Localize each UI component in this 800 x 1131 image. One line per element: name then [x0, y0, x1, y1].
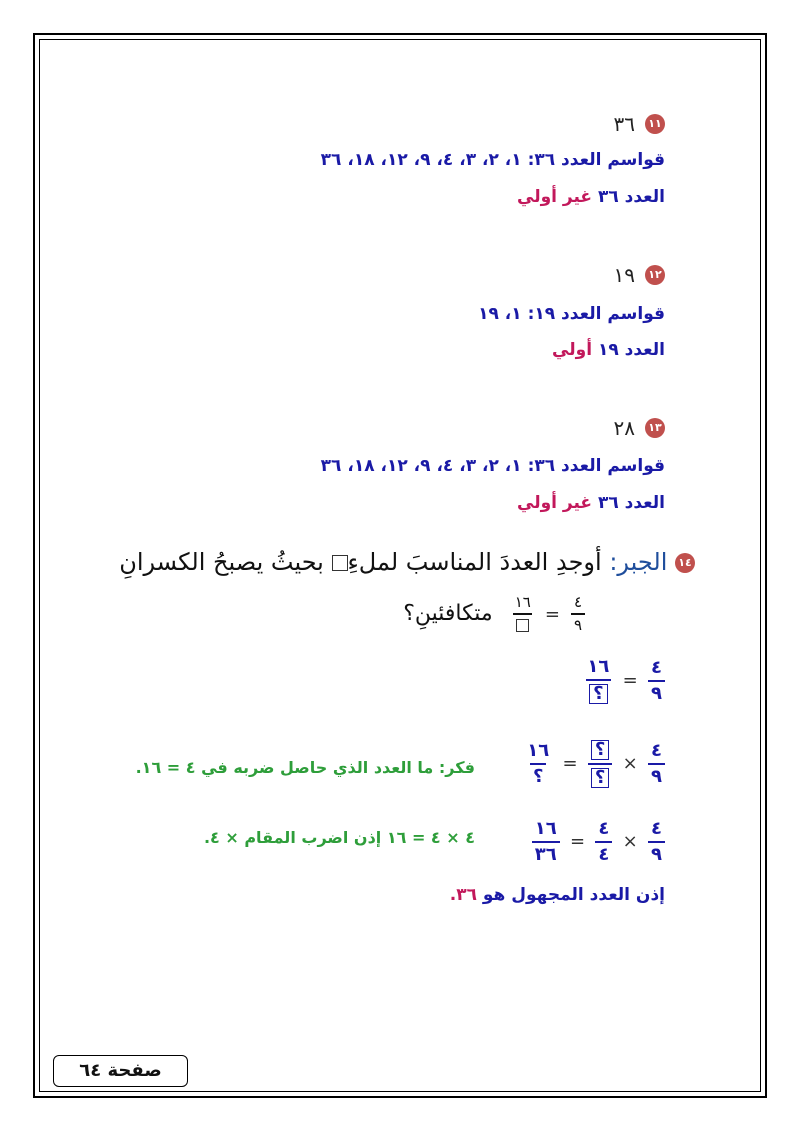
q14-step3-hint: ٤ × ٤ = ١٦ إذن اضرب المقام × ٤. — [203, 828, 475, 847]
q14-badge: ١٤ — [675, 553, 695, 573]
q13-result-prefix: العدد ٣٦ — [597, 493, 665, 513]
step2-frac-r: $\frac{١٦}{؟}$ — [527, 740, 550, 787]
step3-frac-r: $\frac{١٦}{٣٦}$ — [532, 820, 560, 864]
q14-step2: $\frac{٤}{٩}$ × $\frac{؟}{؟}$ = $\frac{١٦}{؟}$ — [524, 740, 665, 788]
q14-conclusion-value: ٣٦. — [449, 885, 477, 905]
q12-result-status: أولي — [552, 340, 593, 360]
q11-factors: قواسم العدد ٣٦: ١، ٢، ٣، ٤، ٩، ١٢، ١٨، ٣٦ — [320, 150, 665, 170]
q13-result — [517, 493, 665, 513]
q14-question-end: متكافئينِ؟ — [403, 601, 493, 626]
q14-step3: $\frac{٤}{٩}$ × $\frac{٤}{٤}$ = $\frac{١٦}{٣٦}$ — [532, 820, 665, 864]
q11-number: ٣٦ — [613, 112, 635, 136]
empty-box-icon — [516, 619, 529, 632]
q12-result-prefix: العدد ١٩ — [597, 340, 665, 360]
q12-number: ١٩ — [613, 263, 635, 287]
q12-header — [614, 263, 665, 287]
q11-result — [517, 187, 665, 207]
q13-factors: قواسم العدد ٣٦: ١، ٢، ٣، ٤، ٩، ١٢، ١٨، ٣٦ — [320, 456, 665, 476]
q14-question-text: أوجدِ العددَ المناسبَ لملءِ — [347, 548, 602, 576]
q11-result-status: غير أولي — [517, 187, 593, 207]
q14-conclusion-prefix: إذن العدد المجهول هو — [482, 885, 665, 905]
q12-badge: ١٢ — [645, 265, 665, 285]
q14-conclusion — [450, 885, 665, 905]
q14-frac-unknown: ١٦ — [512, 595, 534, 633]
q14-step1: $\frac{٤}{٩}$ = $\frac{١٦}{؟}$ — [584, 658, 665, 704]
q14-step2-hint: فكر: ما العدد الذي حاصل ضربه في ٤ = ١٦. — [135, 758, 475, 777]
step1-frac-b: $\frac{١٦}{؟}$ — [587, 656, 610, 704]
q11-header — [614, 112, 665, 136]
q14-algebra-label: الجبر: — [609, 548, 668, 576]
q14-question-text-end: بحيثُ يصبحُ الكسرانِ — [119, 548, 324, 576]
empty-box-icon — [332, 555, 348, 571]
step2-frac-a: $\frac{٤}{٩}$ — [648, 742, 665, 786]
q11-result-prefix: العدد ٣٦ — [597, 187, 665, 207]
q11-badge: ١١ — [645, 114, 665, 134]
step3-frac-m: $\frac{٤}{٤}$ — [595, 820, 612, 864]
q13-result-status: غير أولي — [517, 493, 593, 513]
q12-factors: قواسم العدد ١٩: ١، ١٩ — [478, 304, 665, 324]
step3-frac-a: $\frac{٤}{٩}$ — [648, 820, 665, 864]
q14-frac-given: $\frac{٤}{٩}$ — [571, 595, 585, 633]
q13-number: ٢٨ — [613, 416, 635, 440]
page-number-badge: صفحة ٦٤ — [53, 1055, 188, 1087]
q14-question-line1 — [119, 548, 695, 576]
q13-badge: ١٣ — [645, 418, 665, 438]
step1-frac-a: $\frac{٤}{٩}$ — [648, 659, 665, 703]
step2-frac-m: $\frac{؟}{؟}$ — [588, 740, 612, 788]
q13-header — [614, 416, 665, 440]
q12-result — [552, 340, 665, 360]
q14-question-line2: $\frac{٤}{٩}$ = ١٦ متكافئينِ؟ — [403, 595, 585, 633]
